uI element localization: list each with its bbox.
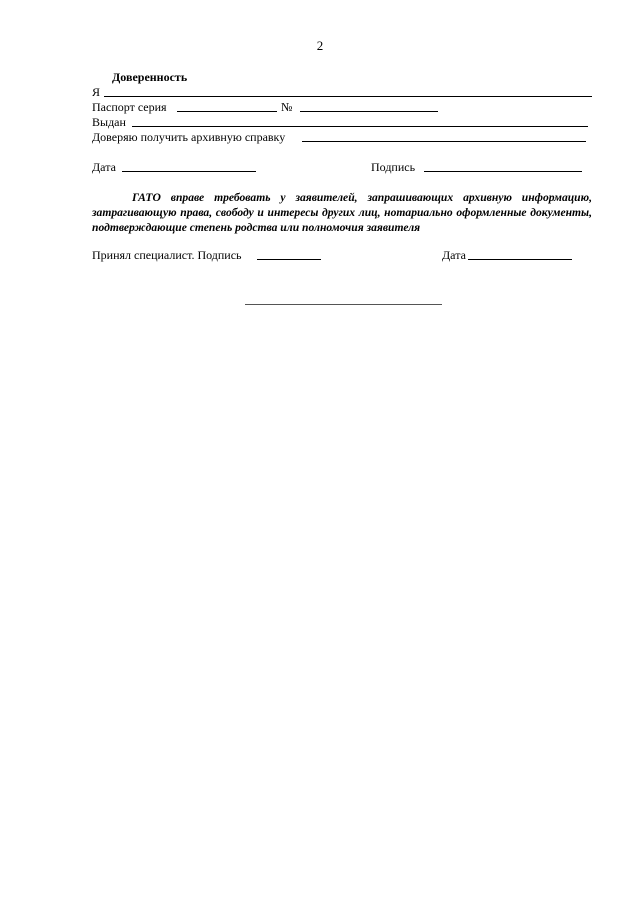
accepted-by-label: Принял специалист. Подпись: [92, 248, 242, 262]
trust-blank[interactable]: [302, 141, 586, 142]
trust-label: Доверяю получить архивную справку: [92, 130, 286, 144]
accepted-signature-blank[interactable]: [257, 259, 321, 260]
signature-blank[interactable]: [424, 171, 582, 172]
name-blank[interactable]: [104, 96, 592, 97]
accepted-date-label: Дата: [442, 248, 466, 262]
archive-notice: ГАТО вправе требовать у заявителей, запрашивающих архивную информацию, затрагивающую права, свободу и интересы других лиц, нотариально оформленные документы, подтверждающие степень родства или полномочия заявителя: [92, 191, 592, 234]
passport-series-label: Паспорт серия: [92, 100, 167, 114]
accepted-date-blank[interactable]: [468, 259, 572, 260]
footer-divider: [245, 304, 442, 305]
i-label: Я: [92, 85, 101, 99]
issued-blank[interactable]: [132, 126, 588, 127]
passport-number-blank[interactable]: [300, 111, 438, 112]
passport-series-blank[interactable]: [177, 111, 277, 112]
date-blank[interactable]: [122, 171, 256, 172]
date-label: Дата: [92, 160, 116, 174]
passport-number-label: №: [281, 100, 293, 114]
document-title: Доверенность: [112, 70, 188, 84]
page-number: 2: [316, 38, 324, 53]
issued-label: Выдан: [92, 115, 126, 129]
signature-label: Подпись: [371, 160, 416, 174]
